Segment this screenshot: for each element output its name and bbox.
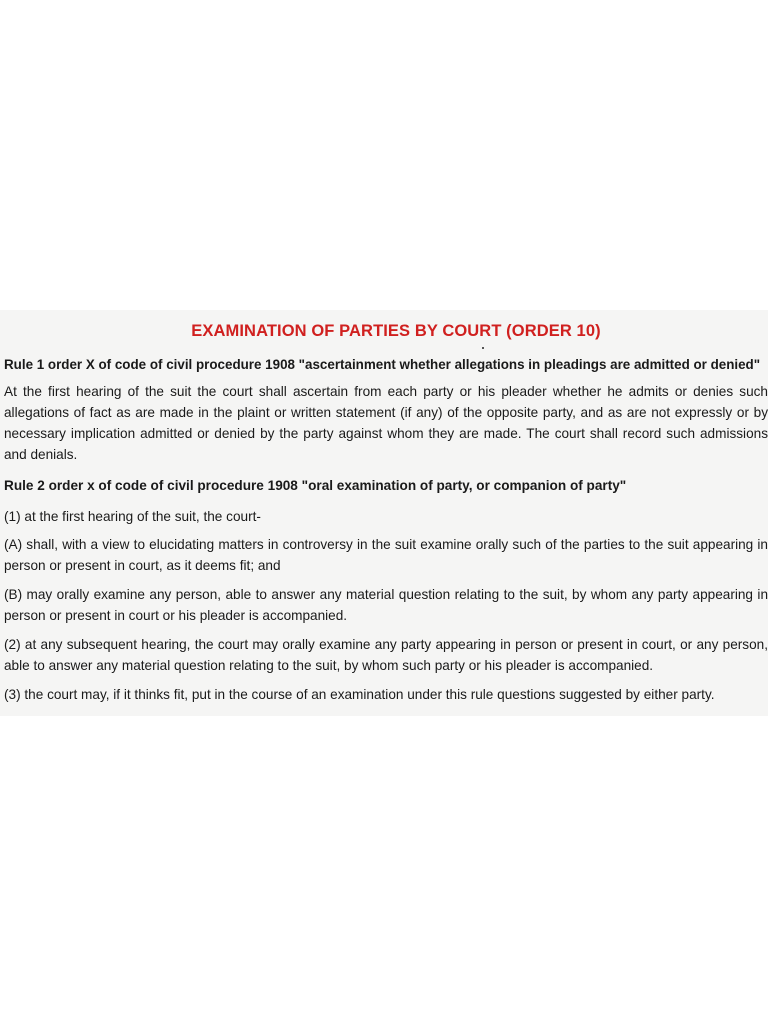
clause-1: (1) at the first hearing of the suit, the court- bbox=[4, 509, 261, 524]
document-band bbox=[0, 310, 768, 716]
document-title bbox=[0, 322, 768, 341]
rule1-heading: Rule 1 order X of code of civil procedure 1908 "ascertainment whether allegations in pleadings are admitted or denied" bbox=[4, 357, 761, 372]
stray-dot-mark bbox=[482, 347, 484, 349]
clause-2: (2) at any subsequent hearing, the court may orally examine any party appearing in person or present in court, or any person, able to answer any material question relating to the suit, by whom such party or his pleader is accompanied. bbox=[4, 637, 768, 673]
clause-b: (B) may orally examine any person, able to answer any material question relating to the suit, by whom any party appearing in person or present in court or his pleader is accompanied. bbox=[4, 587, 768, 623]
document-title-text: EXAMINATION OF PARTIES BY COURT (ORDER 10) bbox=[191, 322, 601, 340]
clause-a: (A) shall, with a view to elucidating matters in controversy in the suit examine orally such of the parties to the suit appearing in person or present in court, as it deems fit; and bbox=[4, 537, 768, 573]
rule2-heading: Rule 2 order x of code of civil procedure 1908 "oral examination of party, or companion of party" bbox=[4, 478, 627, 493]
rule1-paragraph: At the first hearing of the suit the court shall ascertain from each party or his pleader whether he admits or denies such allegations of fact as are made in the plaint or written statement (if any) of the opposite party, and as are not expressly or by necessary implication admitted or denied by the party against whom they are made. The court shall record such admissions and denials. bbox=[4, 384, 768, 462]
clause-3: (3) the court may, if it thinks fit, put in the course of an examination under this rule questions suggested by either party. bbox=[4, 687, 715, 702]
